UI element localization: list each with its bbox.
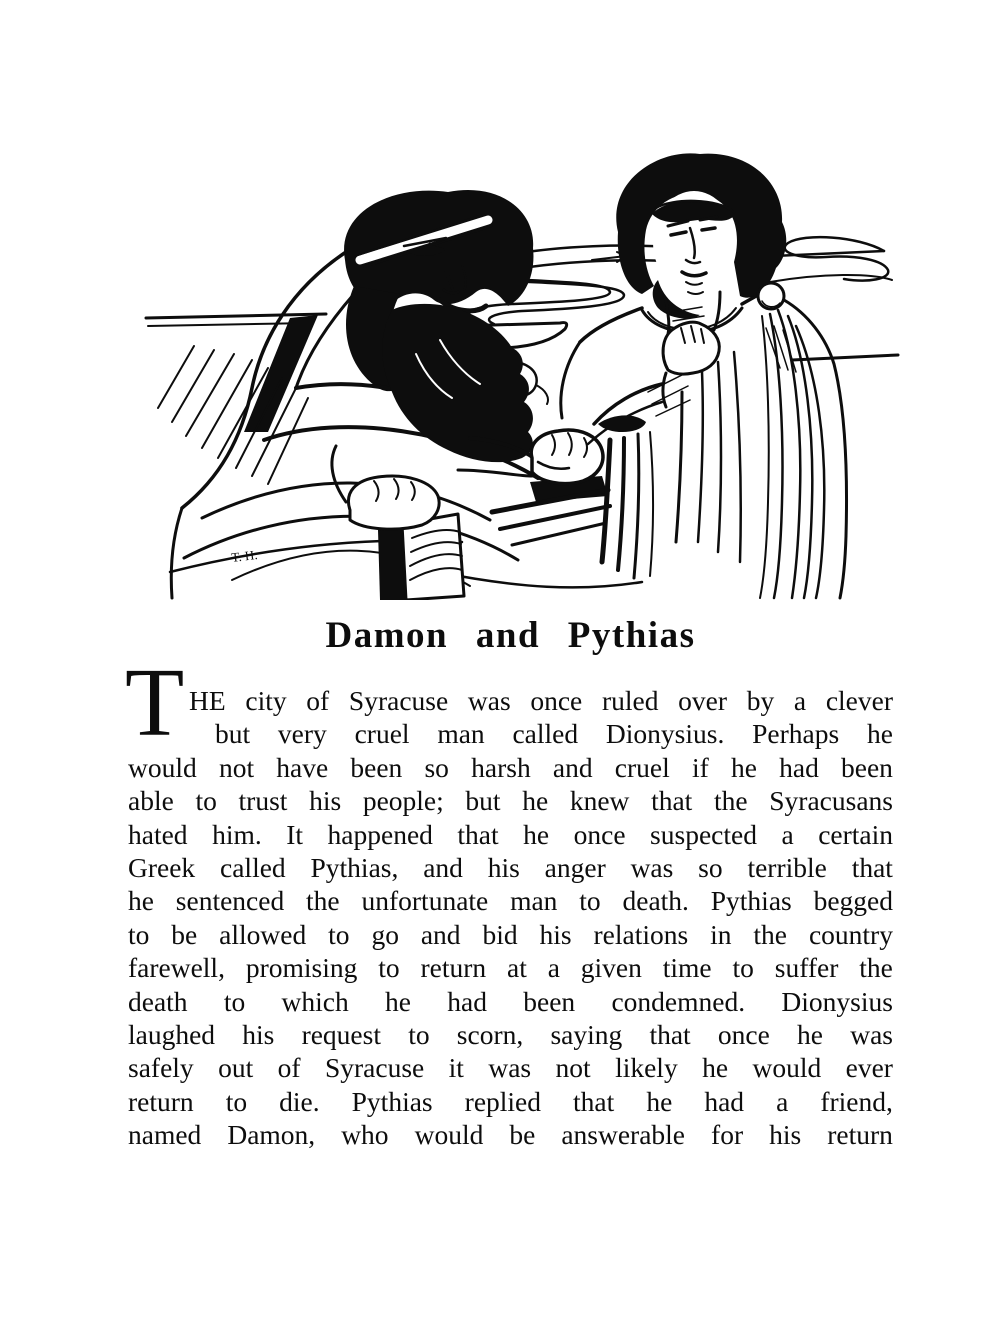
word: been	[523, 985, 576, 1017]
word: had	[447, 985, 487, 1017]
word: farewell,	[128, 952, 225, 984]
word: to	[328, 918, 350, 950]
text-line	[128, 985, 893, 1018]
word: friend,	[820, 1085, 893, 1117]
word: be	[171, 918, 198, 950]
word: return	[420, 952, 487, 984]
word: return	[128, 1085, 194, 1117]
word: a	[781, 818, 794, 850]
word: answerable	[561, 1119, 686, 1151]
text-line	[215, 717, 893, 750]
word: Syracusans	[769, 785, 893, 817]
text-line	[128, 884, 893, 917]
word: to	[223, 985, 246, 1017]
word: saying	[550, 1018, 623, 1050]
text-line	[189, 684, 893, 717]
word: suspected	[650, 818, 757, 850]
word: HE	[189, 685, 226, 716]
text-line	[128, 751, 893, 784]
word: have	[276, 751, 329, 783]
word: over	[678, 685, 728, 716]
word: harsh	[471, 751, 531, 783]
word: he	[797, 1018, 823, 1050]
word: that	[649, 1018, 691, 1050]
text-line	[128, 818, 893, 851]
word: the	[713, 785, 748, 817]
word: he	[866, 718, 893, 750]
word: but	[465, 785, 501, 817]
word: of	[306, 685, 330, 716]
word: Pythias	[351, 1085, 433, 1117]
word: condemned.	[611, 985, 746, 1017]
word: country	[808, 918, 893, 950]
word: was	[850, 1018, 893, 1050]
word: a	[547, 952, 560, 984]
word: that	[457, 818, 499, 850]
word: called	[220, 851, 286, 883]
word: him.	[212, 818, 262, 850]
word: the	[306, 885, 340, 917]
word: allowed	[219, 918, 307, 950]
word: Syracuse	[324, 1052, 425, 1084]
word: request	[301, 1018, 381, 1050]
word: to	[408, 1018, 430, 1050]
word: hated	[128, 818, 188, 850]
word: Dionysius	[781, 985, 893, 1017]
text-line	[128, 784, 893, 817]
word: so	[424, 751, 449, 783]
word: able	[128, 785, 174, 817]
word: trust	[238, 785, 288, 817]
text-line	[128, 951, 893, 984]
word: to	[732, 952, 754, 984]
word: for	[711, 1119, 744, 1151]
word: bid	[482, 918, 518, 950]
word: he	[523, 818, 550, 850]
word: suffer	[774, 952, 839, 984]
word: his	[242, 1018, 275, 1050]
word: that	[573, 1085, 615, 1117]
word: time	[662, 952, 712, 984]
story-title: Damon and Pythias	[325, 615, 696, 656]
word: be	[509, 1119, 536, 1151]
story-text	[125, 649, 893, 1151]
word: Dionysius.	[605, 718, 725, 750]
word: safely	[128, 1052, 194, 1084]
word: would	[414, 1119, 484, 1151]
artist-signature: T. H.	[230, 546, 259, 565]
word: return	[827, 1119, 893, 1151]
word: would	[128, 751, 197, 783]
word: death.	[622, 885, 689, 917]
word: his	[487, 851, 520, 883]
word: at	[506, 952, 527, 984]
word: anger	[544, 851, 606, 883]
word: go	[371, 918, 399, 950]
word: of	[277, 1052, 301, 1084]
word: Pythias	[710, 885, 792, 917]
word: scorn,	[456, 1018, 524, 1050]
illustration-drawing	[140, 140, 900, 600]
word: to	[579, 885, 601, 917]
word: It	[286, 818, 304, 850]
word: and	[552, 751, 593, 783]
word: once	[717, 1018, 770, 1050]
story-illustration	[140, 140, 900, 600]
word: replied	[464, 1085, 542, 1117]
word: was	[488, 1052, 532, 1084]
word: begged	[813, 885, 893, 917]
word: called	[512, 718, 579, 750]
word: to	[195, 785, 217, 817]
word: certain	[818, 818, 893, 850]
word: to	[225, 1085, 248, 1117]
word: Syracuse	[348, 685, 449, 716]
word: that	[651, 785, 693, 817]
word: terrible	[747, 851, 827, 883]
word: once	[573, 818, 626, 850]
word: he	[702, 1052, 729, 1084]
text-line	[128, 1085, 893, 1118]
drop-cap: T	[125, 649, 185, 756]
word: unfortunate	[361, 885, 489, 917]
word: given	[580, 952, 642, 984]
word: once	[530, 685, 583, 716]
word: he	[385, 985, 411, 1017]
word: city	[245, 685, 287, 716]
word: and	[420, 918, 461, 950]
word: his	[309, 785, 342, 817]
word: was	[630, 851, 674, 883]
word: out	[218, 1052, 254, 1084]
word: but	[215, 718, 251, 750]
word: death	[128, 985, 188, 1017]
word: been	[841, 751, 893, 783]
word: people;	[362, 785, 444, 817]
word: a	[776, 1085, 789, 1117]
word: ruled	[601, 685, 659, 716]
word: by	[746, 685, 775, 716]
word: very	[277, 718, 327, 750]
word: laughed	[128, 1018, 216, 1050]
word: had	[779, 751, 819, 783]
word: he	[128, 885, 154, 917]
word: he	[730, 751, 757, 783]
word: sentenced	[175, 885, 285, 917]
word: that	[851, 851, 893, 883]
text-line	[128, 851, 893, 884]
text-line	[128, 1118, 893, 1151]
word: man	[437, 718, 485, 750]
word: the	[859, 952, 893, 984]
word: promising	[245, 952, 358, 984]
word: it	[448, 1052, 464, 1084]
word: cruel	[354, 718, 410, 750]
word: which	[281, 985, 349, 1017]
word: Pythias,	[310, 851, 399, 883]
word: had	[704, 1085, 745, 1117]
word: so	[698, 851, 723, 883]
text-line	[128, 918, 893, 951]
word: happened	[327, 818, 433, 850]
word: man	[510, 885, 558, 917]
word: a	[793, 685, 807, 716]
word: in	[710, 918, 732, 950]
word: who	[341, 1119, 389, 1151]
word: if	[691, 751, 709, 783]
word: the	[753, 918, 788, 950]
word: Greek	[128, 851, 196, 883]
word: his	[539, 918, 572, 950]
text-line	[128, 1051, 893, 1084]
word: not	[218, 751, 255, 783]
paragraph-lines	[128, 684, 893, 1151]
word: was	[467, 685, 511, 716]
word: his	[769, 1119, 802, 1151]
word: he	[522, 785, 549, 817]
word: Damon,	[227, 1119, 316, 1151]
word: and	[423, 851, 463, 883]
word: relations	[593, 918, 689, 950]
word: would	[752, 1052, 822, 1084]
word: clever	[825, 685, 893, 716]
word: knew	[569, 785, 630, 817]
word: named	[128, 1119, 202, 1151]
word: ever	[845, 1052, 893, 1084]
text-line	[128, 1018, 893, 1051]
word: been	[350, 751, 403, 783]
word: likely	[615, 1052, 678, 1084]
word: he	[646, 1085, 673, 1117]
word: cruel	[614, 751, 670, 783]
word: not	[555, 1052, 591, 1084]
word: Perhaps	[752, 718, 840, 750]
word: to	[378, 952, 400, 984]
word: to	[128, 918, 150, 950]
word: die.	[279, 1085, 320, 1117]
title-area	[128, 614, 893, 657]
